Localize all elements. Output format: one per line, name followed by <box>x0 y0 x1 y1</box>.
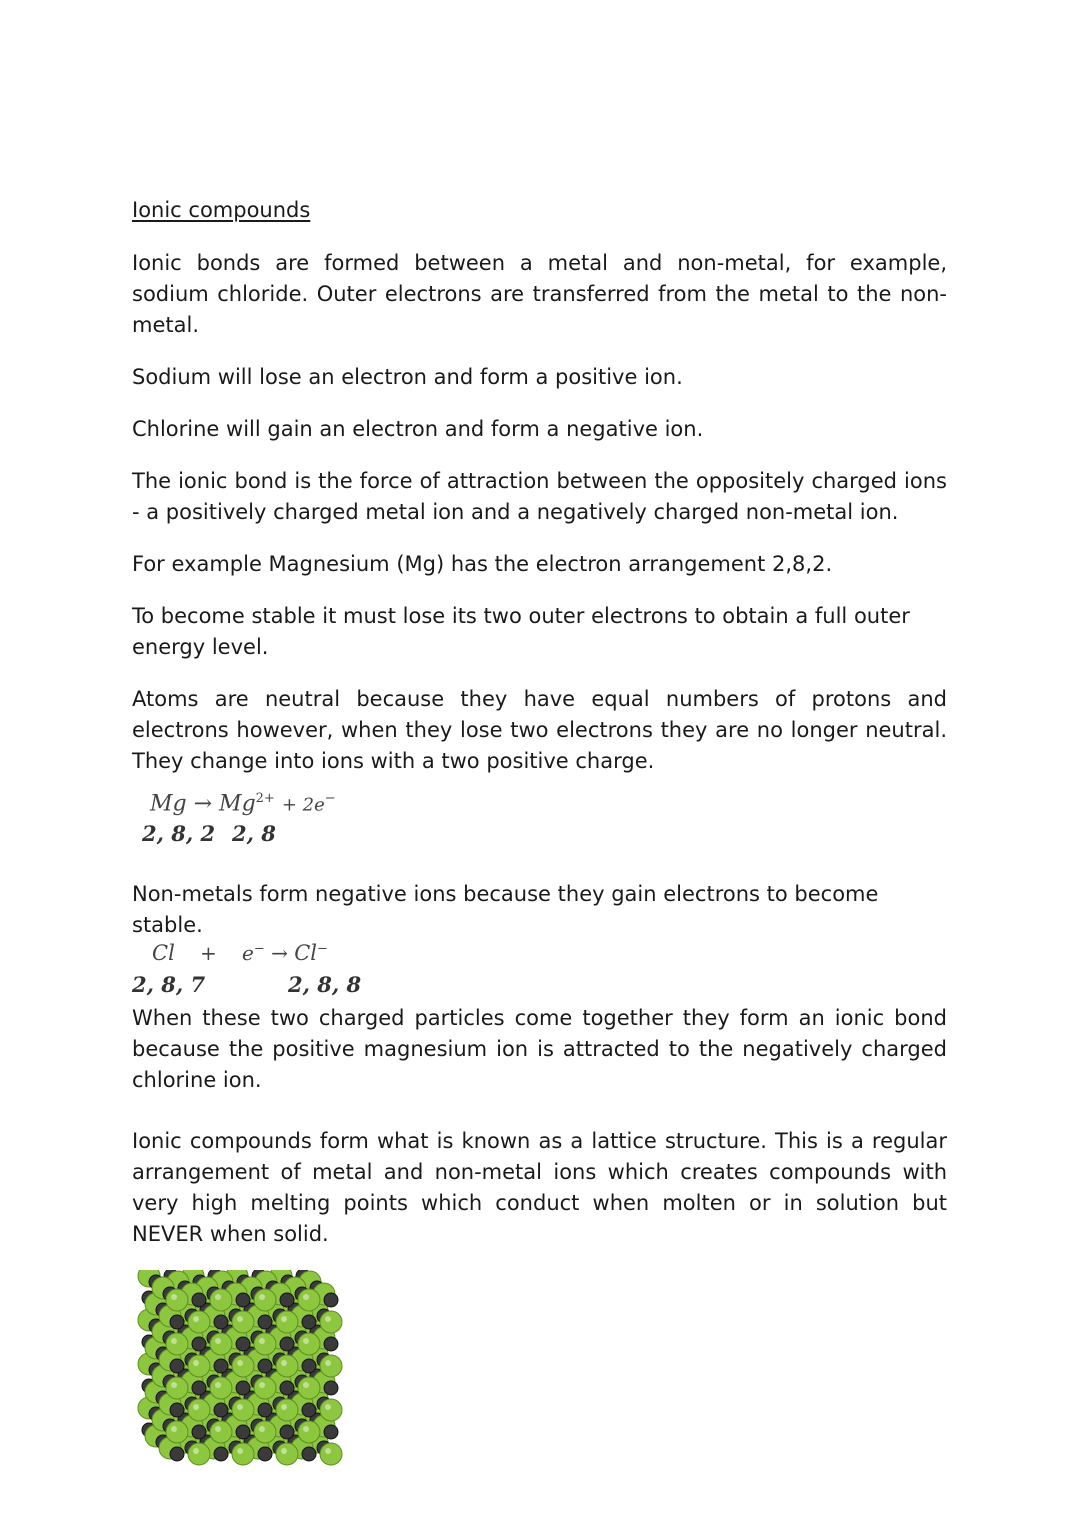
chloride-ion-sphere <box>188 1355 210 1377</box>
sphere-highlight <box>325 1316 331 1322</box>
chloride-ion-sphere <box>232 1399 254 1421</box>
chloride-ion-sphere <box>166 1377 188 1399</box>
chloride-ion-sphere <box>166 1333 188 1355</box>
chloride-ion-sphere <box>166 1289 188 1311</box>
sodium-ion-sphere <box>236 1337 250 1351</box>
chloride-ion-sphere <box>298 1333 320 1355</box>
sphere-highlight <box>303 1294 309 1300</box>
sodium-ion-sphere <box>302 1359 316 1373</box>
chloride-ion-sphere <box>276 1311 298 1333</box>
chloride-ion-sphere <box>298 1421 320 1443</box>
mg-product: Mg <box>219 791 256 817</box>
sphere-highlight <box>259 1426 265 1432</box>
mg-reactant: Mg <box>150 791 187 817</box>
chloride-ion-sphere <box>254 1421 276 1443</box>
sphere-highlight <box>237 1360 243 1366</box>
paragraph-become-stable: To become stable it must lose its two outer electrons to obtain a full outer energy level. <box>132 604 910 659</box>
chloride-ion-sphere <box>254 1333 276 1355</box>
sphere-highlight <box>281 1404 287 1410</box>
sodium-ion-sphere <box>214 1447 228 1461</box>
sodium-ion-sphere <box>324 1293 338 1307</box>
chloride-ion-sphere <box>298 1289 320 1311</box>
chloride-ion-sphere <box>188 1399 210 1421</box>
sodium-ion-sphere <box>236 1381 250 1395</box>
sphere-highlight <box>259 1338 265 1344</box>
sodium-ion-sphere <box>324 1425 338 1439</box>
page-title: Ionic compounds <box>132 198 311 222</box>
sphere-highlight <box>237 1448 243 1454</box>
mg-arrow: → <box>193 791 213 817</box>
mg-reactant-config: 2, 8, 2 <box>142 821 216 846</box>
sphere-highlight <box>259 1382 265 1388</box>
sodium-ion-sphere <box>258 1359 272 1373</box>
sodium-ion-sphere <box>192 1425 206 1439</box>
sphere-highlight <box>171 1294 177 1300</box>
chloride-ion-sphere <box>188 1311 210 1333</box>
chloride-ion-sphere <box>254 1289 276 1311</box>
chloride-ion-sphere <box>320 1355 342 1377</box>
sodium-ion-sphere <box>258 1447 272 1461</box>
sodium-ion-sphere <box>192 1337 206 1351</box>
sodium-ion-sphere <box>324 1381 338 1395</box>
sphere-highlight <box>281 1448 287 1454</box>
chloride-ion-sphere <box>320 1399 342 1421</box>
sodium-ion-sphere <box>170 1315 184 1329</box>
sphere-highlight <box>171 1382 177 1388</box>
sphere-highlight <box>303 1338 309 1344</box>
sodium-ion-sphere <box>280 1381 294 1395</box>
equation-chlorine <box>132 941 947 1003</box>
sphere-highlight <box>303 1382 309 1388</box>
sphere-highlight <box>325 1360 331 1366</box>
sphere-highlight <box>171 1426 177 1432</box>
sodium-ion-sphere <box>214 1359 228 1373</box>
cl-electron-charge: − <box>253 941 265 957</box>
document-page <box>132 196 947 1250</box>
sodium-ion-sphere <box>302 1403 316 1417</box>
chloride-ion-sphere <box>276 1443 298 1465</box>
sphere-highlight <box>259 1294 265 1300</box>
equation-magnesium <box>132 787 947 857</box>
sodium-ion-sphere <box>258 1403 272 1417</box>
chloride-ion-sphere <box>276 1399 298 1421</box>
chloride-ion-sphere <box>320 1311 342 1333</box>
cl-reactant-config: 2, 8, 7 <box>132 972 206 997</box>
chloride-ion-sphere <box>188 1443 210 1465</box>
sodium-ion-sphere <box>170 1359 184 1373</box>
sodium-ion-sphere <box>280 1337 294 1351</box>
mg-product-config: 2, 8 <box>232 821 276 846</box>
sodium-ion-sphere <box>324 1337 338 1351</box>
paragraph-ionic-bond-forms: When these two charged particles come together they form an ionic bond because the positive magnesium ion is attracted to the negatively charged chlorine ion. <box>132 1006 947 1092</box>
sodium-ion-sphere <box>170 1403 184 1417</box>
sphere-highlight <box>215 1426 221 1432</box>
sodium-ion-sphere <box>302 1315 316 1329</box>
sphere-highlight <box>303 1426 309 1432</box>
paragraph-ionic-bond-force: The ionic bond is the force of attraction between the oppositely charged ions - a positively charged metal ion and a negatively charged non-metal ion. <box>132 469 947 524</box>
cl-product: Cl <box>294 941 318 965</box>
sodium-ion-sphere <box>280 1425 294 1439</box>
paragraph-chlorine: Chlorine will gain an electron and form a negative ion. <box>132 417 704 441</box>
paragraph-sodium: Sodium will lose an electron and form a positive ion. <box>132 365 683 389</box>
ionic-lattice-image <box>132 1270 352 1480</box>
chloride-ion-sphere <box>210 1377 232 1399</box>
sodium-ion-sphere <box>236 1293 250 1307</box>
sodium-ion-sphere <box>280 1293 294 1307</box>
sodium-ion-sphere <box>214 1315 228 1329</box>
sodium-ion-sphere <box>236 1425 250 1439</box>
chloride-ion-sphere <box>320 1443 342 1465</box>
sphere-highlight <box>171 1338 177 1344</box>
sphere-highlight <box>237 1316 243 1322</box>
chloride-ion-sphere <box>276 1355 298 1377</box>
sphere-highlight <box>281 1316 287 1322</box>
chloride-ion-sphere <box>210 1421 232 1443</box>
sodium-ion-sphere <box>170 1447 184 1461</box>
sphere-highlight <box>215 1338 221 1344</box>
sodium-ion-sphere <box>214 1403 228 1417</box>
sphere-highlight <box>193 1316 199 1322</box>
paragraph-magnesium-example: For example Magnesium (Mg) has the electron arrangement 2,8,2. <box>132 552 833 576</box>
chloride-ion-sphere <box>298 1377 320 1399</box>
sphere-highlight <box>215 1382 221 1388</box>
sphere-highlight <box>193 1404 199 1410</box>
mg-electron-charge: − <box>324 791 336 806</box>
chloride-ion-sphere <box>210 1333 232 1355</box>
cl-electron: e <box>242 941 254 965</box>
paragraph-ionic-bonds: Ionic bonds are formed between a metal and non-metal, for example, sodium chloride. Outer electrons are transferred from the metal to the non-metal. <box>132 251 947 337</box>
sphere-highlight <box>325 1448 331 1454</box>
chloride-ion-sphere <box>232 1311 254 1333</box>
paragraph-atoms-neutral: Atoms are neutral because they have equal numbers of protons and electrons however, when they lose two electrons they are no longer neutral. They change into ions with a two positive charge. <box>132 687 947 773</box>
lattice-spheres <box>138 1270 342 1465</box>
mg-electrons: + 2e <box>281 794 325 816</box>
cl-product-config: 2, 8, 8 <box>288 972 362 997</box>
chloride-ion-sphere <box>232 1443 254 1465</box>
cl-plus: + <box>200 941 217 965</box>
paragraph-lattice-structure: Ionic compounds form what is known as a lattice structure. This is a regular arrangement of metal and non-metal ions which creates compounds with very high melting points which conduct when molten or in solution but NEVER when solid. <box>132 1129 947 1246</box>
mg-product-charge: 2+ <box>255 791 275 806</box>
chloride-ion-sphere <box>210 1289 232 1311</box>
sphere-highlight <box>325 1404 331 1410</box>
paragraph-non-metals: Non-metals form negative ions because they gain electrons to become stable. <box>132 882 879 937</box>
sphere-highlight <box>193 1448 199 1454</box>
sodium-ion-sphere <box>192 1381 206 1395</box>
chloride-ion-sphere <box>166 1421 188 1443</box>
chloride-ion-sphere <box>254 1377 276 1399</box>
cl-reactant: Cl <box>152 941 175 965</box>
cl-arrow: → <box>271 941 288 965</box>
sphere-highlight <box>193 1360 199 1366</box>
sodium-ion-sphere <box>192 1293 206 1307</box>
sodium-ion-sphere <box>258 1315 272 1329</box>
sodium-ion-sphere <box>302 1447 316 1461</box>
cl-product-charge: − <box>317 941 328 957</box>
chloride-ion-sphere <box>232 1355 254 1377</box>
sphere-highlight <box>237 1404 243 1410</box>
sphere-highlight <box>281 1360 287 1366</box>
sphere-highlight <box>215 1294 221 1300</box>
